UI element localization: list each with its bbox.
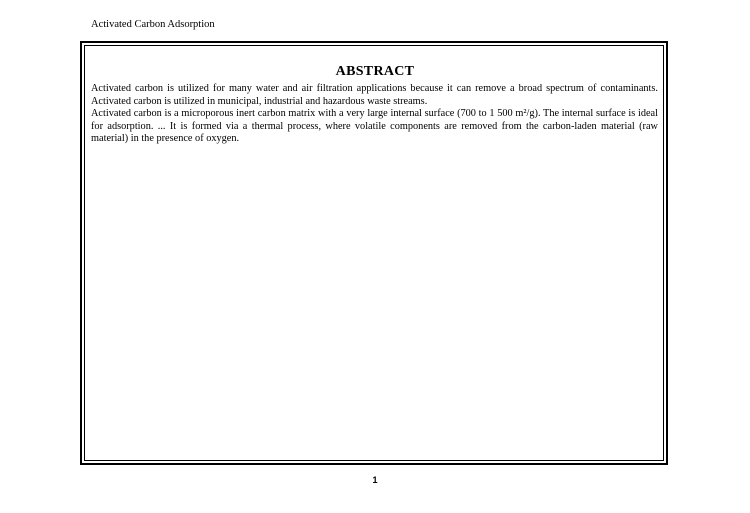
abstract-body xyxy=(91,83,658,146)
abstract-paragraph: Activated carbon is a microporous inert carbon matrix with a very large internal surface (700 to 1 500 m²/g). The internal surface is ideal for adsorption. ... It is formed via a thermal process, where volatile components are removed from the carbon-laden material (raw material) in the presence of oxygen. xyxy=(91,108,658,145)
page-number: 1 xyxy=(372,475,378,485)
abstract-heading: ABSTRACT xyxy=(335,64,415,79)
running-header-title: Activated Carbon Adsorption xyxy=(91,19,215,30)
abstract-paragraph: Activated carbon is utilized for many water and air filtration applications because it can remove a broad spectrum of contaminants. Activated carbon is utilized in municipal, industrial and hazardous waste streams. xyxy=(91,83,658,107)
